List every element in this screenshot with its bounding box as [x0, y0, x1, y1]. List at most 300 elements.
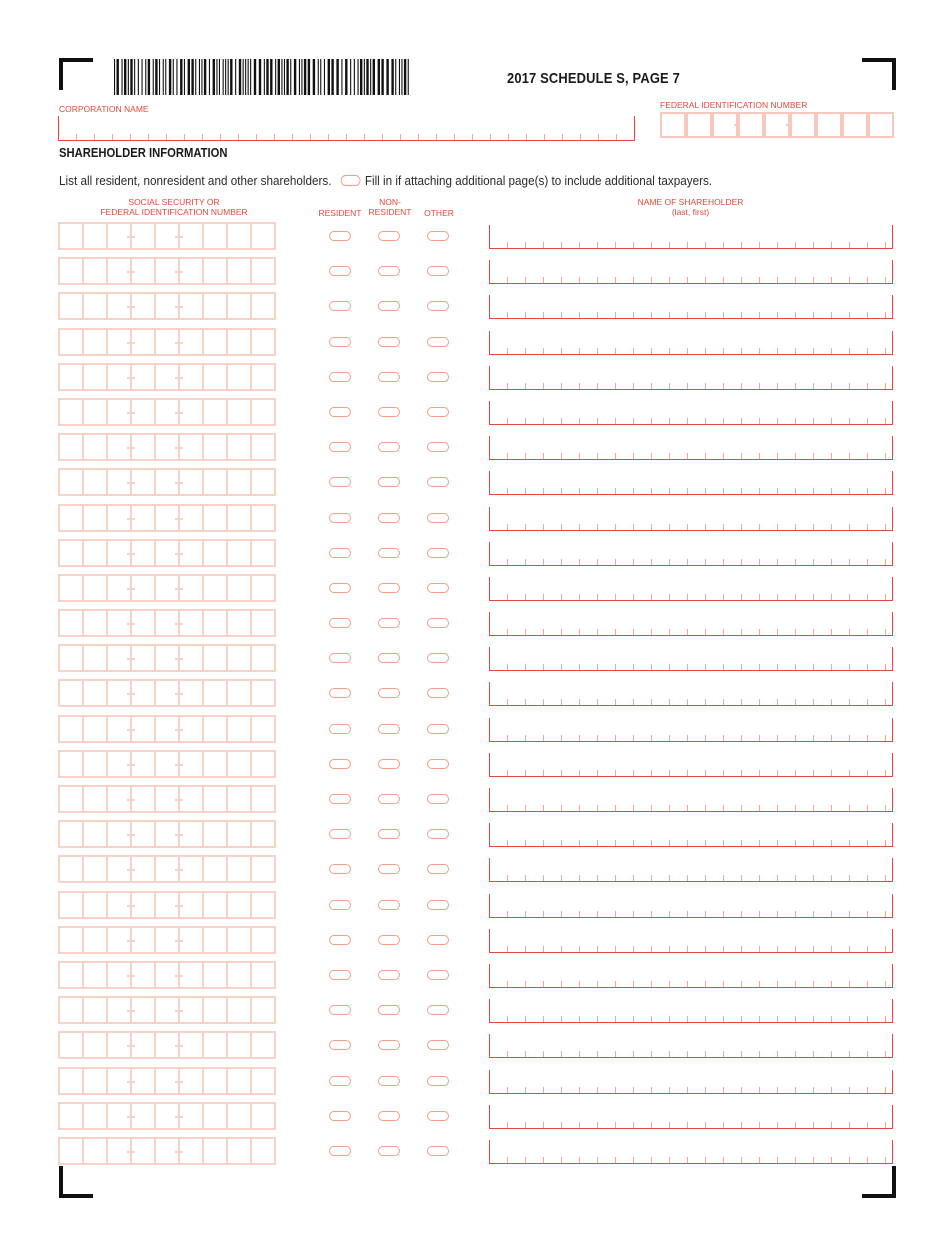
ssn-digit-cell[interactable]	[226, 750, 250, 778]
ssn-fein-field[interactable]	[58, 679, 276, 707]
ssn-digit-cell[interactable]	[202, 750, 226, 778]
other-oval[interactable]	[427, 301, 449, 311]
ssn-digit-cell[interactable]	[130, 1067, 154, 1095]
ssn-digit-cell[interactable]	[178, 820, 202, 848]
nonresident-oval[interactable]	[378, 231, 400, 241]
other-oval[interactable]	[427, 1076, 449, 1086]
ssn-digit-cell[interactable]	[178, 926, 202, 954]
ssn-digit-cell[interactable]	[106, 750, 130, 778]
ssn-digit-cell[interactable]	[226, 1031, 250, 1059]
ssn-fein-field[interactable]	[58, 1102, 276, 1130]
resident-oval[interactable]	[329, 266, 351, 276]
shareholder-name-field[interactable]	[489, 401, 893, 425]
fein-field[interactable]	[660, 112, 894, 138]
ssn-digit-cell[interactable]	[178, 468, 202, 496]
shareholder-name-field[interactable]	[489, 1105, 893, 1129]
ssn-digit-cell[interactable]	[154, 398, 178, 426]
ssn-digit-cell[interactable]	[202, 468, 226, 496]
nonresident-oval[interactable]	[378, 688, 400, 698]
ssn-digit-cell[interactable]	[82, 785, 106, 813]
ssn-digit-cell[interactable]	[202, 328, 226, 356]
resident-oval[interactable]	[329, 1040, 351, 1050]
ssn-digit-cell[interactable]	[58, 996, 82, 1024]
ssn-digit-cell[interactable]	[82, 715, 106, 743]
shareholder-name-field[interactable]	[489, 577, 893, 601]
shareholder-name-field[interactable]	[489, 753, 893, 777]
resident-oval[interactable]	[329, 900, 351, 910]
ssn-fein-field[interactable]	[58, 609, 276, 637]
resident-oval[interactable]	[329, 231, 351, 241]
resident-oval[interactable]	[329, 583, 351, 593]
ssn-digit-cell[interactable]	[226, 468, 250, 496]
nonresident-oval[interactable]	[378, 864, 400, 874]
ssn-digit-cell[interactable]	[130, 1137, 154, 1165]
resident-oval[interactable]	[329, 477, 351, 487]
nonresident-oval[interactable]	[378, 1040, 400, 1050]
ssn-digit-cell[interactable]	[130, 644, 154, 672]
ssn-digit-cell[interactable]	[58, 1102, 82, 1130]
ssn-digit-cell[interactable]	[130, 1031, 154, 1059]
other-oval[interactable]	[427, 372, 449, 382]
ssn-digit-cell[interactable]	[106, 644, 130, 672]
nonresident-oval[interactable]	[378, 548, 400, 558]
ssn-digit-cell[interactable]	[250, 926, 276, 954]
ssn-digit-cell[interactable]	[58, 961, 82, 989]
ssn-digit-cell[interactable]	[154, 855, 178, 883]
shareholder-name-field[interactable]	[489, 788, 893, 812]
ssn-digit-cell[interactable]	[58, 257, 82, 285]
ssn-digit-cell[interactable]	[178, 504, 202, 532]
shareholder-name-field[interactable]	[489, 1140, 893, 1164]
ssn-digit-cell[interactable]	[58, 222, 82, 250]
ssn-digit-cell[interactable]	[226, 926, 250, 954]
ssn-digit-cell[interactable]	[154, 468, 178, 496]
resident-oval[interactable]	[329, 1005, 351, 1015]
ssn-digit-cell[interactable]	[178, 292, 202, 320]
ssn-digit-cell[interactable]	[226, 996, 250, 1024]
ssn-digit-cell[interactable]	[58, 1137, 82, 1165]
other-oval[interactable]	[427, 935, 449, 945]
ssn-fein-field[interactable]	[58, 468, 276, 496]
ssn-digit-cell[interactable]	[178, 1102, 202, 1130]
ssn-digit-cell[interactable]	[202, 257, 226, 285]
ssn-digit-cell[interactable]	[58, 820, 82, 848]
ssn-digit-cell[interactable]	[202, 785, 226, 813]
ssn-fein-field[interactable]	[58, 820, 276, 848]
ssn-digit-cell[interactable]	[130, 398, 154, 426]
ssn-digit-cell[interactable]	[82, 820, 106, 848]
ssn-digit-cell[interactable]	[202, 855, 226, 883]
ssn-digit-cell[interactable]	[154, 891, 178, 919]
other-oval[interactable]	[427, 653, 449, 663]
resident-oval[interactable]	[329, 653, 351, 663]
ssn-fein-field[interactable]	[58, 1137, 276, 1165]
fein-digit-cell[interactable]	[686, 112, 712, 138]
ssn-digit-cell[interactable]	[226, 609, 250, 637]
ssn-digit-cell[interactable]	[82, 539, 106, 567]
ssn-digit-cell[interactable]	[130, 468, 154, 496]
ssn-digit-cell[interactable]	[106, 468, 130, 496]
ssn-digit-cell[interactable]	[226, 1137, 250, 1165]
ssn-digit-cell[interactable]	[154, 539, 178, 567]
shareholder-name-field[interactable]	[489, 366, 893, 390]
ssn-digit-cell[interactable]	[58, 855, 82, 883]
ssn-digit-cell[interactable]	[58, 292, 82, 320]
ssn-fein-field[interactable]	[58, 574, 276, 602]
ssn-digit-cell[interactable]	[154, 785, 178, 813]
other-oval[interactable]	[427, 829, 449, 839]
nonresident-oval[interactable]	[378, 1076, 400, 1086]
shareholder-name-field[interactable]	[489, 929, 893, 953]
fein-digit-cell[interactable]	[660, 112, 686, 138]
ssn-digit-cell[interactable]	[250, 715, 276, 743]
ssn-digit-cell[interactable]	[130, 504, 154, 532]
ssn-fein-field[interactable]	[58, 398, 276, 426]
ssn-fein-field[interactable]	[58, 222, 276, 250]
ssn-digit-cell[interactable]	[226, 679, 250, 707]
ssn-digit-cell[interactable]	[154, 574, 178, 602]
ssn-digit-cell[interactable]	[82, 1031, 106, 1059]
shareholder-name-field[interactable]	[489, 471, 893, 495]
ssn-digit-cell[interactable]	[82, 222, 106, 250]
ssn-digit-cell[interactable]	[250, 398, 276, 426]
ssn-digit-cell[interactable]	[130, 1102, 154, 1130]
nonresident-oval[interactable]	[378, 653, 400, 663]
ssn-digit-cell[interactable]	[250, 574, 276, 602]
ssn-fein-field[interactable]	[58, 257, 276, 285]
ssn-digit-cell[interactable]	[82, 891, 106, 919]
ssn-digit-cell[interactable]	[226, 891, 250, 919]
resident-oval[interactable]	[329, 618, 351, 628]
resident-oval[interactable]	[329, 1111, 351, 1121]
ssn-digit-cell[interactable]	[226, 961, 250, 989]
ssn-digit-cell[interactable]	[226, 574, 250, 602]
ssn-digit-cell[interactable]	[82, 574, 106, 602]
ssn-digit-cell[interactable]	[58, 1031, 82, 1059]
ssn-digit-cell[interactable]	[106, 1137, 130, 1165]
ssn-digit-cell[interactable]	[106, 574, 130, 602]
ssn-digit-cell[interactable]	[202, 820, 226, 848]
nonresident-oval[interactable]	[378, 900, 400, 910]
nonresident-oval[interactable]	[378, 477, 400, 487]
ssn-digit-cell[interactable]	[202, 891, 226, 919]
ssn-digit-cell[interactable]	[130, 609, 154, 637]
ssn-digit-cell[interactable]	[226, 398, 250, 426]
nonresident-oval[interactable]	[378, 829, 400, 839]
ssn-digit-cell[interactable]	[106, 292, 130, 320]
ssn-digit-cell[interactable]	[130, 222, 154, 250]
ssn-digit-cell[interactable]	[226, 292, 250, 320]
ssn-digit-cell[interactable]	[154, 961, 178, 989]
ssn-digit-cell[interactable]	[250, 433, 276, 461]
ssn-digit-cell[interactable]	[82, 750, 106, 778]
shareholder-name-field[interactable]	[489, 1070, 893, 1094]
resident-oval[interactable]	[329, 688, 351, 698]
ssn-digit-cell[interactable]	[202, 996, 226, 1024]
ssn-digit-cell[interactable]	[202, 644, 226, 672]
other-oval[interactable]	[427, 266, 449, 276]
ssn-digit-cell[interactable]	[82, 644, 106, 672]
ssn-digit-cell[interactable]	[82, 679, 106, 707]
ssn-digit-cell[interactable]	[106, 539, 130, 567]
ssn-digit-cell[interactable]	[202, 1031, 226, 1059]
ssn-digit-cell[interactable]	[130, 855, 154, 883]
shareholder-name-field[interactable]	[489, 999, 893, 1023]
ssn-digit-cell[interactable]	[106, 679, 130, 707]
ssn-digit-cell[interactable]	[202, 926, 226, 954]
shareholder-name-field[interactable]	[489, 507, 893, 531]
ssn-digit-cell[interactable]	[130, 539, 154, 567]
resident-oval[interactable]	[329, 724, 351, 734]
shareholder-name-field[interactable]	[489, 894, 893, 918]
ssn-digit-cell[interactable]	[82, 1067, 106, 1095]
shareholder-name-field[interactable]	[489, 612, 893, 636]
ssn-digit-cell[interactable]	[226, 539, 250, 567]
ssn-digit-cell[interactable]	[154, 257, 178, 285]
nonresident-oval[interactable]	[378, 1111, 400, 1121]
ssn-digit-cell[interactable]	[106, 1031, 130, 1059]
shareholder-name-field[interactable]	[489, 823, 893, 847]
ssn-fein-field[interactable]	[58, 363, 276, 391]
ssn-digit-cell[interactable]	[226, 257, 250, 285]
shareholder-name-field[interactable]	[489, 1034, 893, 1058]
ssn-fein-field[interactable]	[58, 1067, 276, 1095]
resident-oval[interactable]	[329, 372, 351, 382]
ssn-digit-cell[interactable]	[178, 433, 202, 461]
ssn-fein-field[interactable]	[58, 961, 276, 989]
ssn-fein-field[interactable]	[58, 891, 276, 919]
ssn-digit-cell[interactable]	[82, 398, 106, 426]
ssn-digit-cell[interactable]	[250, 328, 276, 356]
other-oval[interactable]	[427, 1040, 449, 1050]
ssn-digit-cell[interactable]	[106, 820, 130, 848]
resident-oval[interactable]	[329, 794, 351, 804]
ssn-fein-field[interactable]	[58, 996, 276, 1024]
ssn-digit-cell[interactable]	[226, 1067, 250, 1095]
other-oval[interactable]	[427, 231, 449, 241]
ssn-fein-field[interactable]	[58, 292, 276, 320]
ssn-digit-cell[interactable]	[178, 1031, 202, 1059]
ssn-digit-cell[interactable]	[58, 398, 82, 426]
ssn-digit-cell[interactable]	[202, 1137, 226, 1165]
nonresident-oval[interactable]	[378, 301, 400, 311]
ssn-digit-cell[interactable]	[58, 468, 82, 496]
other-oval[interactable]	[427, 759, 449, 769]
ssn-digit-cell[interactable]	[154, 328, 178, 356]
ssn-digit-cell[interactable]	[58, 574, 82, 602]
resident-oval[interactable]	[329, 970, 351, 980]
ssn-digit-cell[interactable]	[58, 609, 82, 637]
ssn-digit-cell[interactable]	[250, 996, 276, 1024]
ssn-digit-cell[interactable]	[178, 1137, 202, 1165]
ssn-digit-cell[interactable]	[250, 644, 276, 672]
nonresident-oval[interactable]	[378, 935, 400, 945]
ssn-digit-cell[interactable]	[154, 363, 178, 391]
fein-digit-cell[interactable]	[790, 112, 816, 138]
shareholder-name-field[interactable]	[489, 718, 893, 742]
ssn-digit-cell[interactable]	[202, 504, 226, 532]
other-oval[interactable]	[427, 618, 449, 628]
ssn-digit-cell[interactable]	[82, 363, 106, 391]
resident-oval[interactable]	[329, 407, 351, 417]
ssn-digit-cell[interactable]	[58, 785, 82, 813]
ssn-digit-cell[interactable]	[106, 433, 130, 461]
ssn-digit-cell[interactable]	[154, 820, 178, 848]
ssn-digit-cell[interactable]	[202, 574, 226, 602]
other-oval[interactable]	[427, 407, 449, 417]
ssn-digit-cell[interactable]	[250, 785, 276, 813]
ssn-digit-cell[interactable]	[58, 926, 82, 954]
nonresident-oval[interactable]	[378, 724, 400, 734]
corporation-name-field[interactable]	[58, 116, 635, 141]
ssn-digit-cell[interactable]	[106, 1067, 130, 1095]
ssn-digit-cell[interactable]	[58, 433, 82, 461]
ssn-digit-cell[interactable]	[178, 222, 202, 250]
ssn-digit-cell[interactable]	[250, 1031, 276, 1059]
ssn-digit-cell[interactable]	[154, 1031, 178, 1059]
ssn-digit-cell[interactable]	[178, 715, 202, 743]
ssn-digit-cell[interactable]	[250, 504, 276, 532]
ssn-digit-cell[interactable]	[178, 328, 202, 356]
ssn-digit-cell[interactable]	[154, 504, 178, 532]
ssn-digit-cell[interactable]	[58, 1067, 82, 1095]
ssn-digit-cell[interactable]	[226, 504, 250, 532]
ssn-digit-cell[interactable]	[154, 292, 178, 320]
ssn-digit-cell[interactable]	[58, 750, 82, 778]
ssn-digit-cell[interactable]	[130, 891, 154, 919]
nonresident-oval[interactable]	[378, 442, 400, 452]
ssn-digit-cell[interactable]	[106, 715, 130, 743]
ssn-digit-cell[interactable]	[58, 504, 82, 532]
ssn-digit-cell[interactable]	[82, 961, 106, 989]
resident-oval[interactable]	[329, 935, 351, 945]
ssn-digit-cell[interactable]	[250, 1067, 276, 1095]
ssn-digit-cell[interactable]	[202, 363, 226, 391]
ssn-digit-cell[interactable]	[154, 1102, 178, 1130]
shareholder-name-field[interactable]	[489, 225, 893, 249]
resident-oval[interactable]	[329, 442, 351, 452]
ssn-digit-cell[interactable]	[250, 539, 276, 567]
other-oval[interactable]	[427, 337, 449, 347]
ssn-digit-cell[interactable]	[82, 328, 106, 356]
ssn-fein-field[interactable]	[58, 433, 276, 461]
shareholder-name-field[interactable]	[489, 858, 893, 882]
ssn-digit-cell[interactable]	[250, 961, 276, 989]
ssn-digit-cell[interactable]	[250, 257, 276, 285]
ssn-digit-cell[interactable]	[178, 363, 202, 391]
resident-oval[interactable]	[329, 759, 351, 769]
ssn-digit-cell[interactable]	[106, 222, 130, 250]
additional-pages-oval[interactable]	[341, 175, 361, 186]
nonresident-oval[interactable]	[378, 1146, 400, 1156]
ssn-fein-field[interactable]	[58, 715, 276, 743]
ssn-digit-cell[interactable]	[226, 433, 250, 461]
ssn-digit-cell[interactable]	[130, 363, 154, 391]
ssn-digit-cell[interactable]	[106, 785, 130, 813]
ssn-fein-field[interactable]	[58, 926, 276, 954]
ssn-digit-cell[interactable]	[226, 222, 250, 250]
shareholder-name-field[interactable]	[489, 542, 893, 566]
ssn-digit-cell[interactable]	[178, 785, 202, 813]
ssn-digit-cell[interactable]	[154, 1137, 178, 1165]
ssn-digit-cell[interactable]	[58, 644, 82, 672]
resident-oval[interactable]	[329, 864, 351, 874]
ssn-digit-cell[interactable]	[202, 1102, 226, 1130]
ssn-digit-cell[interactable]	[130, 996, 154, 1024]
resident-oval[interactable]	[329, 337, 351, 347]
ssn-digit-cell[interactable]	[250, 1137, 276, 1165]
ssn-digit-cell[interactable]	[58, 328, 82, 356]
ssn-digit-cell[interactable]	[178, 574, 202, 602]
ssn-digit-cell[interactable]	[226, 785, 250, 813]
ssn-digit-cell[interactable]	[106, 398, 130, 426]
ssn-digit-cell[interactable]	[130, 574, 154, 602]
ssn-digit-cell[interactable]	[250, 679, 276, 707]
fein-digit-cell[interactable]	[816, 112, 842, 138]
other-oval[interactable]	[427, 1111, 449, 1121]
ssn-digit-cell[interactable]	[106, 1102, 130, 1130]
ssn-digit-cell[interactable]	[130, 820, 154, 848]
ssn-digit-cell[interactable]	[154, 644, 178, 672]
ssn-digit-cell[interactable]	[130, 926, 154, 954]
ssn-digit-cell[interactable]	[226, 855, 250, 883]
ssn-digit-cell[interactable]	[154, 1067, 178, 1095]
other-oval[interactable]	[427, 864, 449, 874]
other-oval[interactable]	[427, 583, 449, 593]
ssn-digit-cell[interactable]	[106, 363, 130, 391]
ssn-digit-cell[interactable]	[82, 433, 106, 461]
ssn-digit-cell[interactable]	[82, 609, 106, 637]
ssn-digit-cell[interactable]	[202, 222, 226, 250]
ssn-digit-cell[interactable]	[178, 891, 202, 919]
ssn-digit-cell[interactable]	[154, 750, 178, 778]
ssn-digit-cell[interactable]	[178, 539, 202, 567]
ssn-digit-cell[interactable]	[178, 257, 202, 285]
ssn-digit-cell[interactable]	[154, 715, 178, 743]
shareholder-name-field[interactable]	[489, 331, 893, 355]
shareholder-name-field[interactable]	[489, 260, 893, 284]
other-oval[interactable]	[427, 1005, 449, 1015]
shareholder-name-field[interactable]	[489, 647, 893, 671]
ssn-digit-cell[interactable]	[250, 363, 276, 391]
ssn-digit-cell[interactable]	[82, 1137, 106, 1165]
ssn-fein-field[interactable]	[58, 539, 276, 567]
ssn-digit-cell[interactable]	[82, 257, 106, 285]
nonresident-oval[interactable]	[378, 618, 400, 628]
ssn-fein-field[interactable]	[58, 855, 276, 883]
ssn-digit-cell[interactable]	[58, 539, 82, 567]
ssn-digit-cell[interactable]	[106, 891, 130, 919]
other-oval[interactable]	[427, 900, 449, 910]
fein-digit-cell[interactable]	[868, 112, 894, 138]
ssn-digit-cell[interactable]	[250, 609, 276, 637]
ssn-digit-cell[interactable]	[130, 715, 154, 743]
ssn-digit-cell[interactable]	[154, 926, 178, 954]
ssn-digit-cell[interactable]	[82, 855, 106, 883]
nonresident-oval[interactable]	[378, 407, 400, 417]
ssn-digit-cell[interactable]	[178, 398, 202, 426]
ssn-fein-field[interactable]	[58, 785, 276, 813]
ssn-digit-cell[interactable]	[202, 433, 226, 461]
resident-oval[interactable]	[329, 301, 351, 311]
ssn-digit-cell[interactable]	[250, 820, 276, 848]
ssn-fein-field[interactable]	[58, 750, 276, 778]
resident-oval[interactable]	[329, 1146, 351, 1156]
ssn-digit-cell[interactable]	[58, 891, 82, 919]
nonresident-oval[interactable]	[378, 513, 400, 523]
ssn-digit-cell[interactable]	[226, 328, 250, 356]
other-oval[interactable]	[427, 794, 449, 804]
